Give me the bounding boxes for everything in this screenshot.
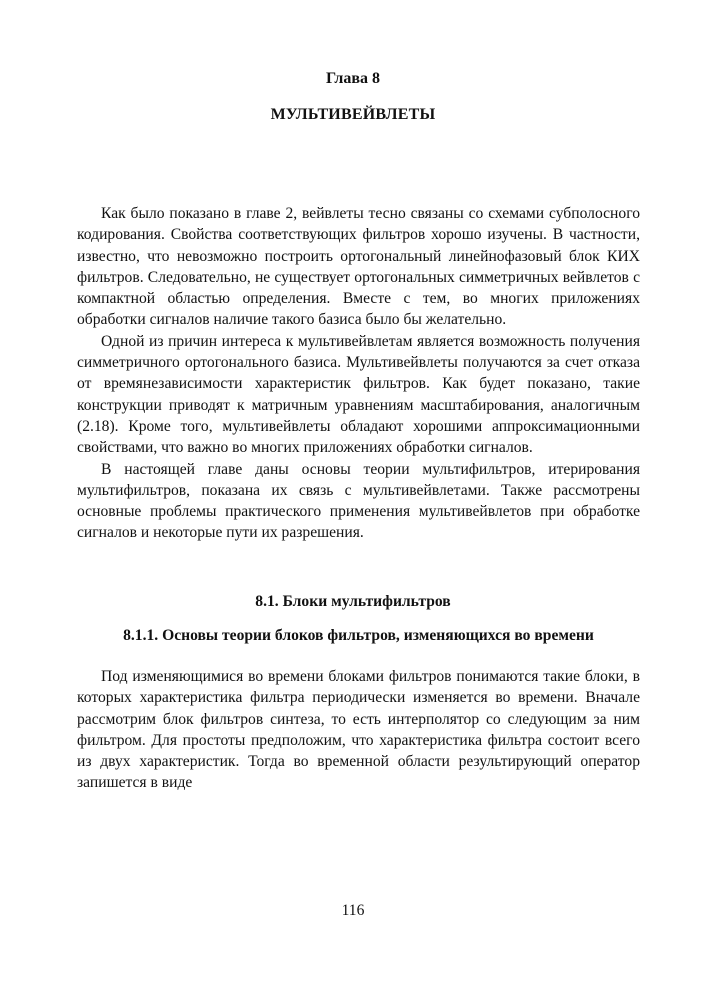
section-heading: 8.1. Блоки мультифильтров [255,593,451,610]
chapter-label: Глава 8 [326,70,380,87]
page-number: 116 [341,902,365,919]
subsection-heading: 8.1.1. Основы теории блоков фильтров, изменяющихся во времени [123,627,594,644]
paragraph: Под изменяющимися во времени блоками фильтров понимаются такие блоки, в которых характеристика фильтра периодически изменяется во времени. Вначале рассмотрим блок фильтров синтеза, то есть интерполятор со следующим за ним фильтром. Для простоты предположим, что характеристика фильтра состоит всего из двух характеристик. Тогда во временной области результирующий оператор запишется в виде [77,668,640,792]
paragraph: В настоящей главе даны основы теории мультифильтров, итерирования мультифильтров, показана их связь с мультивейвлетами. Также рассмотрены основные проблемы практического применения мультивейвлетов при обработке сигналов и некоторые пути их разрешения. [77,460,640,542]
paragraph: Одной из причин интереса к мультивейвлетам является возможность получения симметричного ортогонального базиса. Мультивейвлеты получаются за счет отказа от времянезависимости характеристик фильтров. Как будет показано, такие конструкции приводят к матричным уравнениям масштабирования, аналогичным (2.18). Кроме того, мультивейвлеты обладают хорошими аппроксимационными свойствами, что важно во многих приложениях обработки сигналов. [77,332,640,457]
section-body-text [77,666,640,794]
intro-text [77,203,640,544]
paragraph: Как было показано в главе 2, вейвлеты тесно связаны со схемами субполосного кодирования. Свойства соответствующих фильтров хорошо изучены. В частности, известно, что невозможно построить ортогональный линейнофазовый блок КИХ фильтров. Следовательно, не существует ортогональных симметричных вейвлетов с компактной областью определения. Вместе с тем, во многих приложениях обработки сигналов наличие такого базиса было бы желательно. [77,205,640,329]
chapter-title: МУЛЬТИВЕЙВЛЕТЫ [270,106,436,123]
